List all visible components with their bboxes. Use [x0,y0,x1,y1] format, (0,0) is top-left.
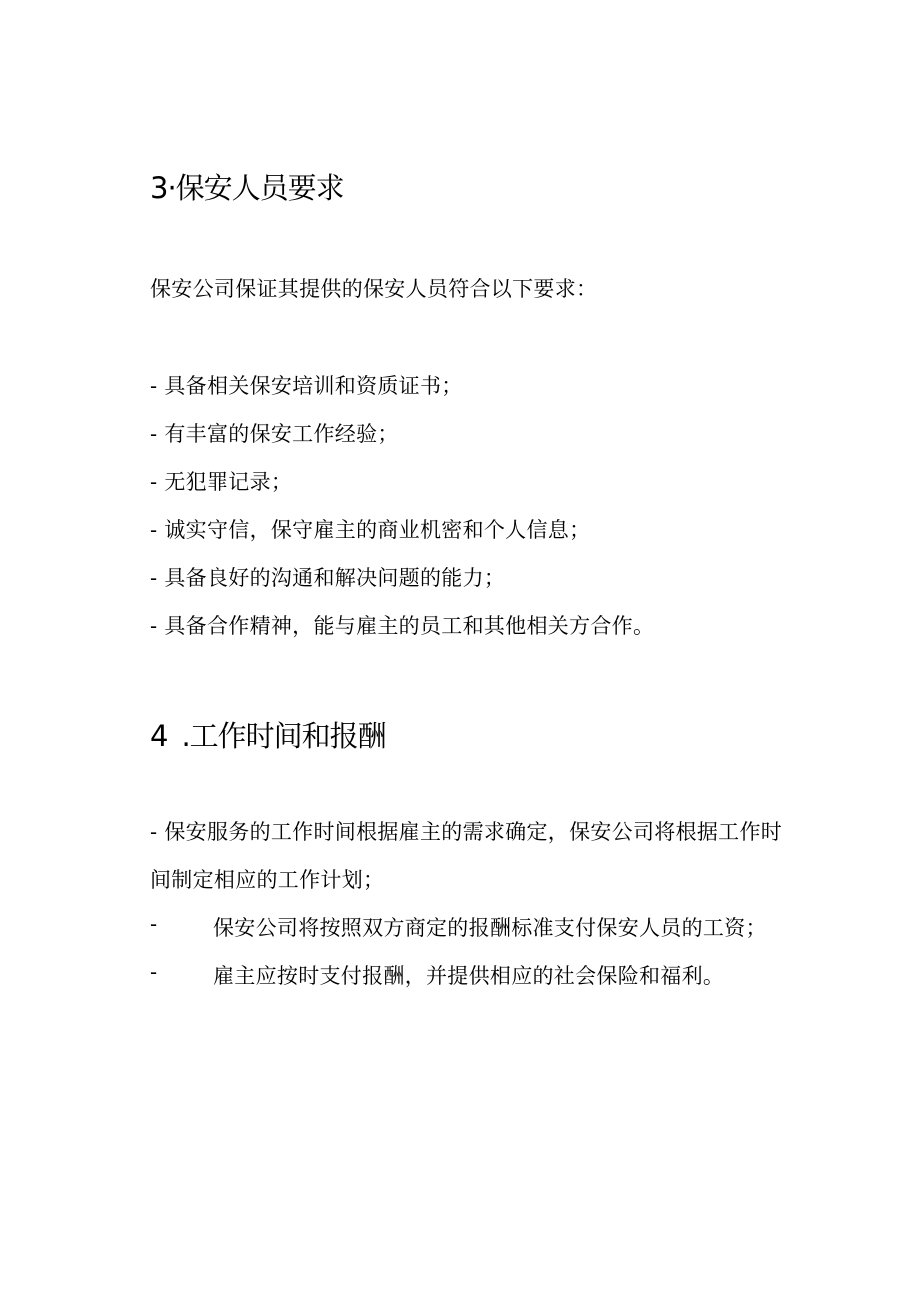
requirement-item-4: - 诚实守信，保守雇主的商业机密和个人信息； [150,518,591,542]
section-3-title: 3·保安人员要求 [150,171,344,205]
requirement-item-1: - 具备相关保安培训和资质证书； [150,374,463,398]
section-4-paragraph-line-2: 间制定相应的工作计划； [150,868,385,892]
section-4-paragraph-line-1: - 保安服务的工作时间根据雇主的需求确定，保安公司将根据工作时 [150,820,783,844]
section-3-intro: 保安公司保证其提供的保安人员符合以下要求： [150,277,598,301]
requirement-item-2: - 有丰富的保安工作经验； [150,422,399,446]
pay-item-1-dash: - [150,912,158,936]
requirement-item-6: - 具备合作精神，能与雇主的员工和其他相关方合作。 [150,614,655,638]
pay-item-2-dash: - [150,960,158,984]
section-4-number: 4 [150,719,168,753]
section-4-title-text: .工作时间和报酬 [181,719,386,753]
requirement-item-5: - 具备良好的沟通和解决问题的能力； [150,566,506,590]
section-4-title [150,714,386,755]
requirement-item-3: - 无犯罪记录； [150,470,293,494]
pay-item-2-text: 雇主应按时支付报酬，并提供相应的社会保险和福利。 [213,964,725,988]
pay-item-1-text: 保安公司将按照双方商定的报酬标准支付保安人员的工资； [213,916,767,940]
